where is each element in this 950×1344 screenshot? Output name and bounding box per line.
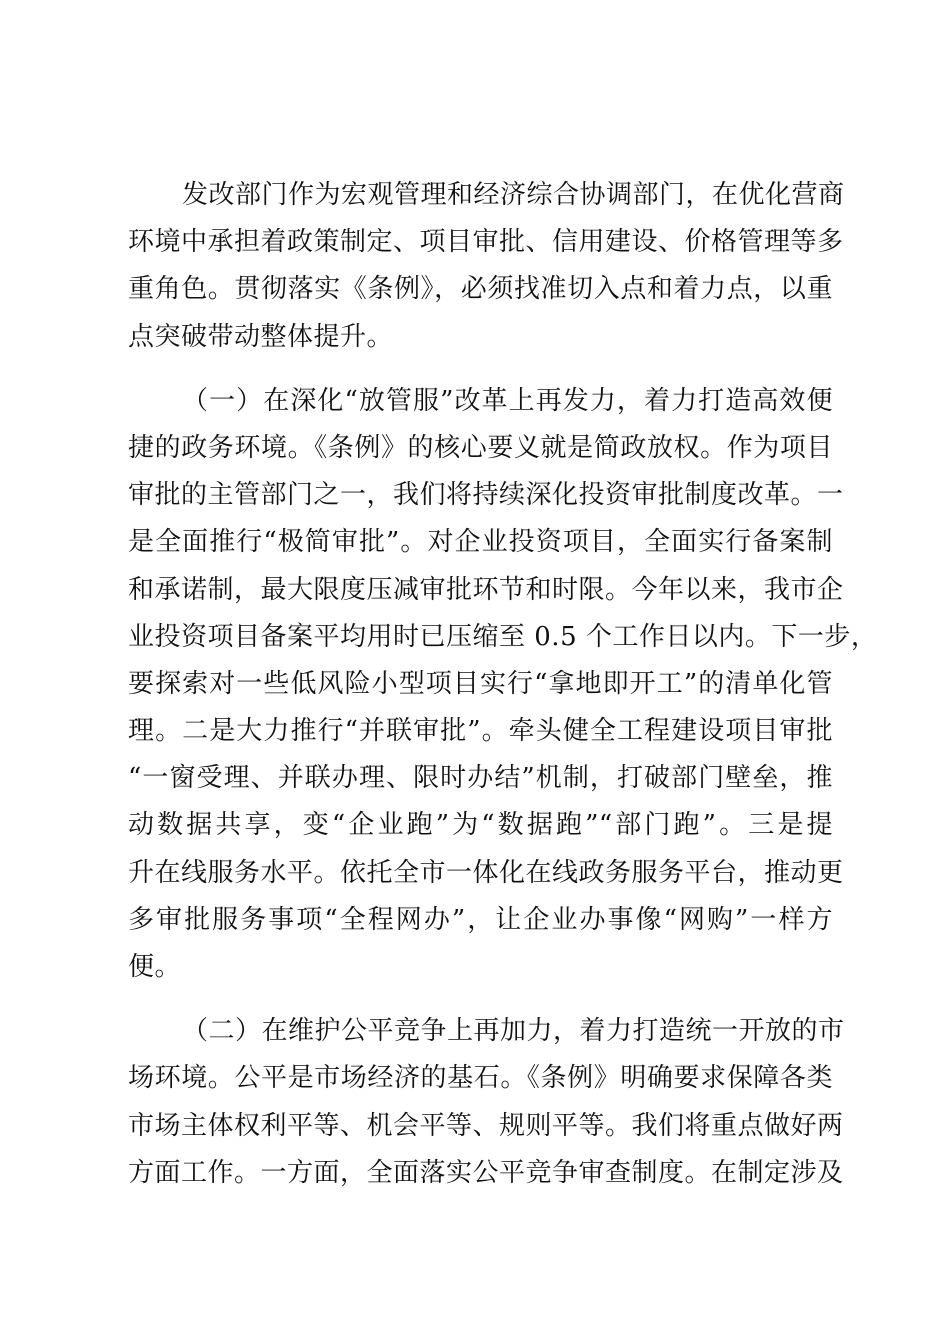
text-line: 是全面推行“极简审批”。对企业投资项目，全面实行备案制 [128,527,833,558]
text-line: 重角色。贯彻落实《条例》，必须找准切入点和着力点，以重 [128,274,833,305]
text-line: 动数据共享，变“企业跑”为“数据跑”“部门跑”。三是提 [128,810,833,841]
section-heading-line: （一）在深化“放管服”改革上再发力，着力打造高效便 [182,385,833,416]
text-line: 要探索对一些低风险小型项目实行“拿地即开工”的清单化管 [128,668,833,699]
text-line: 捷的政务环境。《条例》的核心要义就是简政放权。作为项目 [128,432,833,463]
text-line: 便。 [128,952,182,982]
text-line: 理。二是大力推行“并联审批”。牵头健全工程建设项目审批 [128,716,833,747]
text-line: 环境中承担着政策制定、项目审批、信用建设、价格管理等多 [128,227,844,258]
text-line: 审批的主管部门之一，我们将持续深化投资审批制度改革。一 [128,480,844,511]
paragraph-intro [128,172,845,361]
text-line: 场环境。公平是市场经济的基石。《条例》明确要求保障各类 [128,1063,833,1094]
text-line: 多审批服务事项“全程网办”，让企业办事像“网购”一样方 [128,904,833,935]
text-line: 业投资项目备案平均用时已压缩至 0.5 个工作日以内。下一步， [128,621,878,652]
paragraph-section-one [128,378,878,991]
text-line: “一窗受理、并联办理、限时办结”机制，打破部门壁垒，推 [128,763,833,794]
text-line: 市场主体权利平等、机会平等、规则平等。我们将重点做好两 [128,1110,844,1141]
text-line: 方面工作。一方面，全面落实公平竞争审查制度。在制定涉及 [128,1157,844,1188]
paragraph-section-two [128,1008,845,1197]
section-heading-line: （二）在维护公平竞争上再加力，着力打造统一开放的市 [182,1016,845,1047]
text-line: 和承诺制，最大限度压减审批环节和时限。今年以来，我市企 [128,574,844,605]
text-line: 升在线服务水平。依托全市一体化在线政务服务平台，推动更 [128,857,844,888]
text-line: 点突破带动整体提升。 [128,321,394,352]
document-body [128,172,878,1197]
text-line: 发改部门作为宏观管理和经济综合协调部门，在优化营商 [182,180,845,210]
